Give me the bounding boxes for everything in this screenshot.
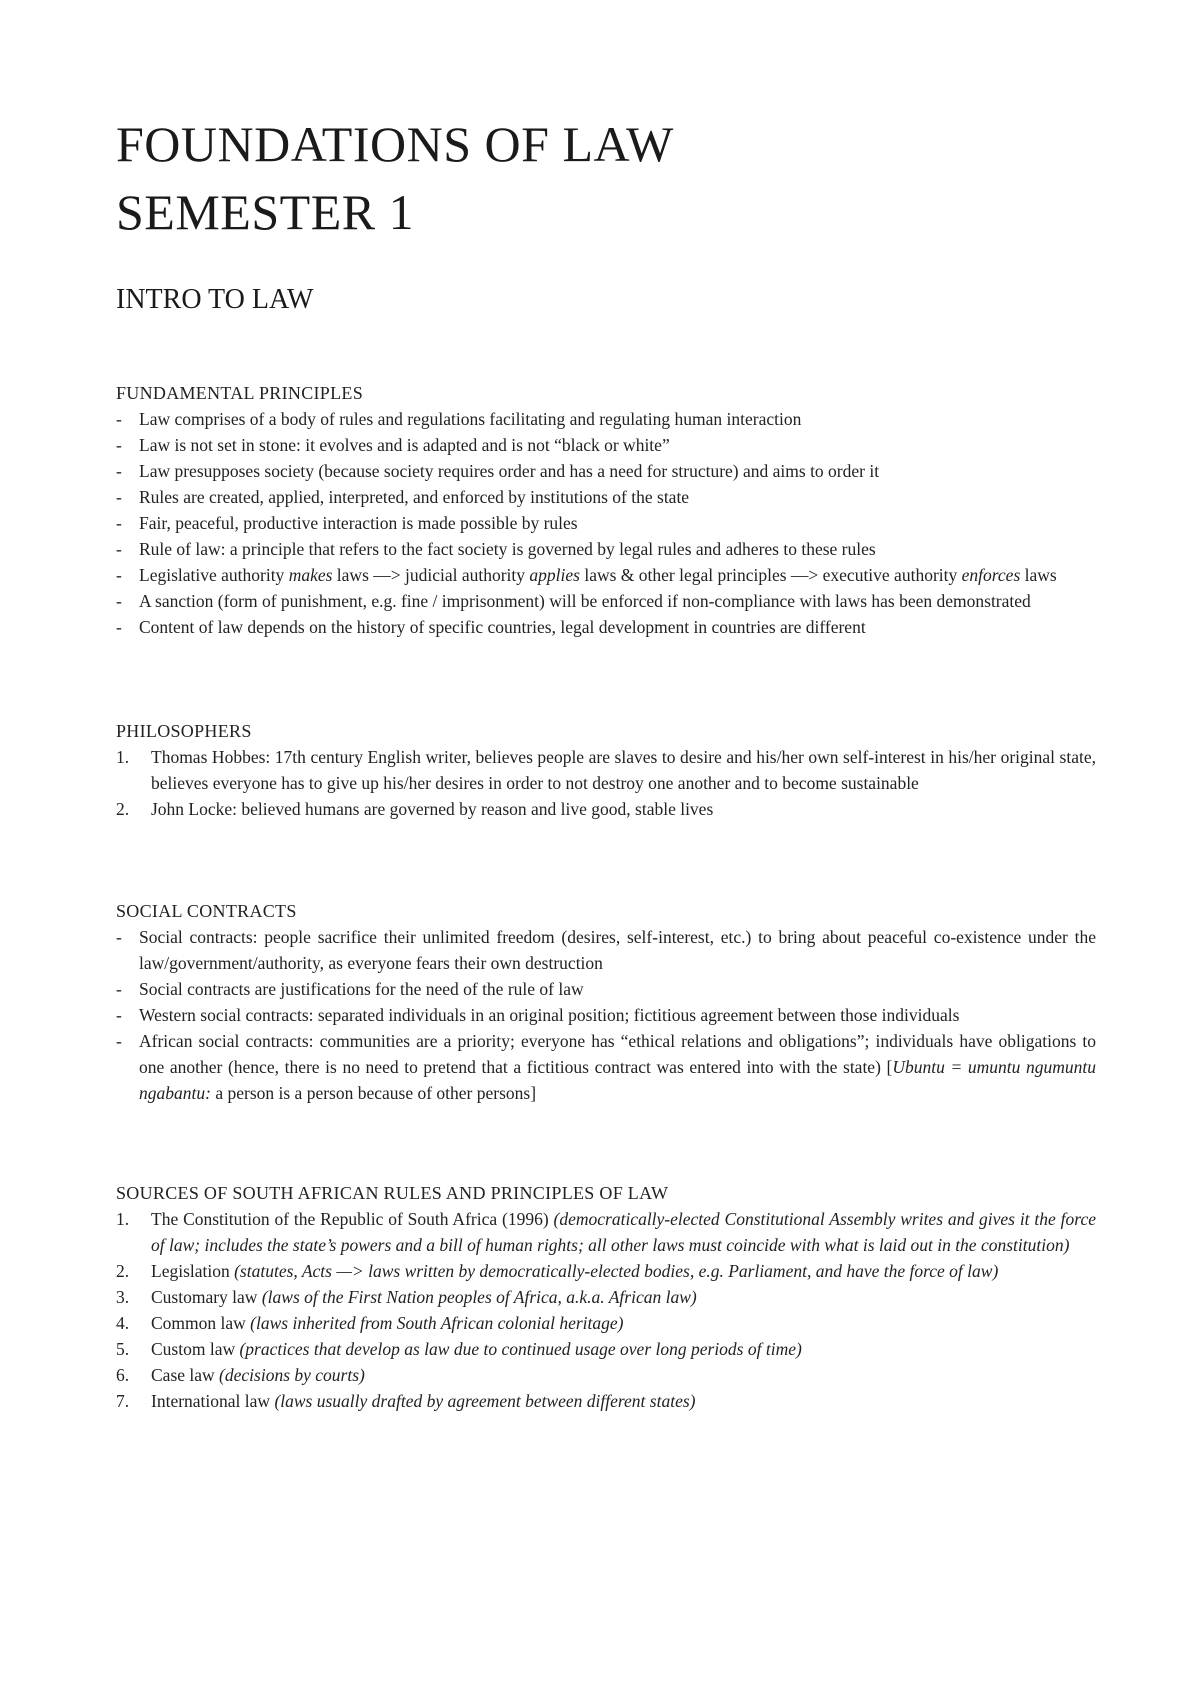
list-item (116, 1336, 1096, 1362)
item-text: International law (151, 1391, 275, 1411)
list-item (116, 614, 1096, 640)
bullet-list (116, 924, 1096, 1106)
item-text: Content of law depends on the history of specific countries, legal development in countries are different (139, 617, 866, 637)
item-text: a person is a person because of other persons] (210, 1083, 537, 1103)
dash-marker: - (116, 591, 122, 611)
item-text: Customary law (151, 1287, 262, 1307)
list-item (116, 1388, 1096, 1414)
item-number: 1. (116, 747, 130, 767)
item-emphasis: enforces (961, 565, 1021, 585)
list-item (116, 1258, 1096, 1284)
item-note: (practices that develop as law due to continued usage over long periods of time) (239, 1339, 802, 1359)
item-text: Law presupposes society (because society requires order and has a need for structure) and aims to order it (139, 461, 880, 481)
item-text: Rule of law: a principle that refers to the fact society is governed by legal rules and adheres to these rules (139, 539, 876, 559)
list-item (116, 458, 1096, 484)
list-item (116, 1284, 1096, 1310)
dash-marker: - (116, 565, 122, 585)
dash-marker: - (116, 461, 122, 481)
item-number: 4. (116, 1313, 130, 1333)
list-item (116, 976, 1096, 1002)
item-number: 5. (116, 1339, 130, 1359)
section-heading: PHILOSOPHERS (116, 721, 252, 741)
dash-marker: - (116, 927, 122, 947)
item-text: Thomas Hobbes: 17th century English writer, believes people are slaves to desire and his/her own self-interest in his/her original state, believes everyone has to give up his/her desires in order to not destroy one another and to become sustainable (151, 747, 1096, 793)
item-number: 7. (116, 1391, 130, 1411)
item-text: Rules are created, applied, interpreted, and enforced by institutions of the state (139, 487, 690, 507)
item-note: (laws usually drafted by agreement between different states) (274, 1391, 696, 1411)
section-social-contracts (116, 898, 1096, 1106)
section-heading: SOURCES OF SOUTH AFRICAN RULES AND PRINCIPLES OF LAW (116, 1183, 669, 1203)
item-text: Custom law (151, 1339, 240, 1359)
item-text: laws (1020, 565, 1057, 585)
dash-marker: - (116, 1005, 122, 1025)
item-text: Social contracts are justifications for the need of the rule of law (139, 979, 584, 999)
document-page (116, 110, 1096, 1414)
section-heading: SOCIAL CONTRACTS (116, 901, 297, 921)
list-item (116, 432, 1096, 458)
item-text: African social contracts: communities are a priority; everyone has “ethical relations and obligations”; individuals have obligations to one another (hence, there is no need to pretend that a fictitious contract was entered into with the state) [ (139, 1031, 1096, 1077)
item-text: laws —> judicial authority (332, 565, 530, 585)
title-line-1: FOUNDATIONS OF LAW (116, 116, 674, 172)
item-number: 2. (116, 1261, 130, 1281)
item-text: Social contracts: people sacrifice their unlimited freedom (desires, self-interest, etc.) to bring about peaceful co-existence under the law/government/authority, as everyone fears their own destruction (139, 927, 1096, 973)
item-text: Fair, peaceful, productive interaction is made possible by rules (139, 513, 578, 533)
item-text: Legislative authority (139, 565, 289, 585)
numbered-list (116, 744, 1096, 822)
list-item (116, 744, 1096, 796)
item-note: (laws inherited from South African colonial heritage) (250, 1313, 624, 1333)
numbered-list (116, 1206, 1096, 1414)
item-text: John Locke: believed humans are governed by reason and live good, stable lives (151, 799, 714, 819)
list-item (116, 1362, 1096, 1388)
item-number: 2. (116, 799, 130, 819)
item-text: Common law (151, 1313, 251, 1333)
item-text: The Constitution of the Republic of South Africa (1996) (151, 1209, 554, 1229)
dash-marker: - (116, 513, 122, 533)
list-item (116, 1206, 1096, 1258)
list-item (116, 796, 1096, 822)
list-item (116, 1310, 1096, 1336)
item-note: (laws of the First Nation peoples of Africa, a.k.a. African law) (261, 1287, 697, 1307)
item-number: 6. (116, 1365, 130, 1385)
item-text: laws & other legal principles —> executive authority (579, 565, 962, 585)
document-subtitle: INTRO TO LAW (116, 284, 314, 315)
item-number: 1. (116, 1209, 130, 1229)
dash-marker: - (116, 979, 122, 999)
item-text: A sanction (form of punishment, e.g. fine / imprisonment) will be enforced if non-compliance with laws has been demonstrated (139, 591, 1031, 611)
list-item (116, 406, 1096, 432)
dash-marker: - (116, 617, 122, 637)
dash-marker: - (116, 1031, 122, 1051)
item-emphasis: makes (288, 565, 333, 585)
list-item (116, 1028, 1096, 1106)
section-fundamental-principles (116, 380, 1096, 640)
item-note: (decisions by courts) (219, 1365, 365, 1385)
item-text: Legislation (151, 1261, 235, 1281)
item-note: (statutes, Acts —> laws written by democratically-elected bodies, e.g. Parliament, and have the force of law) (234, 1261, 999, 1281)
item-text: Law comprises of a body of rules and regulations facilitating and regulating human interaction (139, 409, 802, 429)
item-note: (democratically-elected Constitutional Assembly writes and gives it the force of law; includes the state’s powers and a bill of human rights; all other laws must coincide with what is laid out in the constitution) (151, 1209, 1096, 1255)
item-text: Case law (151, 1365, 220, 1385)
item-text: Western social contracts: separated individuals in an original position; fictitious agreement between those individuals (139, 1005, 960, 1025)
section-heading: FUNDAMENTAL PRINCIPLES (116, 383, 364, 403)
document-title (116, 110, 1096, 246)
title-line-2: SEMESTER 1 (116, 184, 415, 240)
list-item (116, 536, 1096, 562)
item-text: Law is not set in stone: it evolves and is adapted and is not “black or white” (139, 435, 670, 455)
dash-marker: - (116, 487, 122, 507)
list-item (116, 924, 1096, 976)
item-emphasis: applies (529, 565, 580, 585)
item-number: 3. (116, 1287, 130, 1307)
bullet-list (116, 406, 1096, 640)
list-item (116, 510, 1096, 536)
dash-marker: - (116, 409, 122, 429)
section-philosophers (116, 718, 1096, 822)
item-emphasis: Ubuntu = umuntu ngumuntu ngabantu: (139, 1057, 1097, 1103)
section-sources-of-law (116, 1180, 1096, 1414)
list-item (116, 588, 1096, 614)
list-item (116, 484, 1096, 510)
list-item (116, 562, 1096, 588)
list-item (116, 1002, 1096, 1028)
dash-marker: - (116, 435, 122, 455)
dash-marker: - (116, 539, 122, 559)
